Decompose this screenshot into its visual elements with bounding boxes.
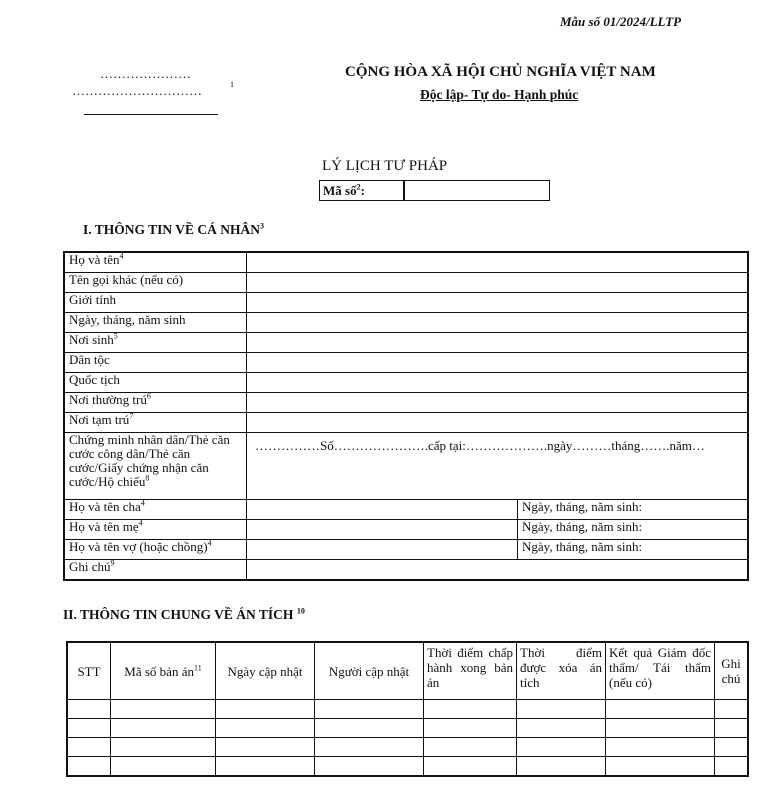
mother-name-value[interactable] (247, 520, 518, 540)
code-field-input[interactable] (405, 181, 549, 200)
agency-placeholder-line1: ………………… (100, 66, 191, 81)
table-row (64, 313, 748, 333)
row-value[interactable] (247, 333, 749, 353)
table-row (64, 433, 748, 500)
col-judgment-code: Mã số bản $án^{11}$ (111, 642, 216, 700)
agency-footnote: 1 (230, 80, 234, 89)
col-note: Ghi chú (715, 642, 749, 700)
personal-info-table (63, 251, 749, 581)
row-value[interactable] (247, 293, 749, 313)
row-label: Họ và tên$^4$ (64, 252, 247, 273)
code-field-label: Mã số$^2$: (320, 181, 405, 200)
col-record-cleared: Thời điểm được xóa án tích (517, 642, 606, 700)
row-label: Quốc tịch (64, 373, 247, 393)
col-update-date: Ngày cập nhật (216, 642, 315, 700)
table-row (67, 700, 748, 719)
code-field (319, 180, 550, 201)
table-row (64, 540, 748, 560)
table-row (64, 273, 748, 293)
table-row (64, 560, 748, 581)
row-value[interactable] (247, 353, 749, 373)
col-sentence-completed: Thời điểm chấp hành xong bản án (424, 642, 517, 700)
national-motto: Độc lập- Tự do- Hạnh phúc (420, 87, 579, 102)
table-header-row (67, 642, 748, 700)
col-review-result: Kết quả Giám đốc thẩm/ Tái thẩm (nếu có) (606, 642, 715, 700)
spouse-dob[interactable]: Ngày, tháng, năm sinh: (518, 540, 749, 560)
table-row (64, 353, 748, 373)
table-row (64, 500, 748, 520)
table-row (67, 757, 748, 777)
father-label: Họ và tên cha$^4$ (64, 500, 247, 520)
table-row (64, 333, 748, 353)
form-code: Mẫu số 01/2024/LLTP (560, 14, 682, 29)
row-value[interactable] (247, 393, 749, 413)
row-label: Tên gọi khác (nếu có) (64, 273, 247, 293)
father-name-value[interactable] (247, 500, 518, 520)
conviction-table (66, 641, 749, 777)
table-row (64, 393, 748, 413)
nation-name: CỘNG HÒA XÃ HỘI CHỦ NGHĨA VIỆT NAM (345, 64, 656, 80)
col-stt: STT (67, 642, 111, 700)
table-row (67, 719, 748, 738)
row-label: Dân tộc (64, 353, 247, 373)
mother-label: Họ và tên mẹ$^4$ (64, 520, 247, 540)
row-label: Nơi tạm trú$^7$ (64, 413, 247, 433)
row-value[interactable] (247, 273, 749, 293)
row-value[interactable] (247, 313, 749, 333)
section2-title: II. THÔNG TIN CHUNG VỀ ÁN TÍCH $^{10}$ (63, 606, 305, 622)
id-document-value[interactable]: ……………Số………………….cấp tại:……………….ngày………tháng…….năm… (247, 433, 749, 500)
id-document-label: Chứng minh nhân dân/Thẻ căn cước công dân/Thẻ căn cước/Giấy chứng nhận căn cước/Hộ chiếu$^8$ (64, 433, 247, 500)
spouse-label: Họ và tên vợ (hoặc chồng)$^4$ (64, 540, 247, 560)
spouse-name-value[interactable] (247, 540, 518, 560)
row-label: Giới tính (64, 293, 247, 313)
agency-placeholder-line2: ………………………… (72, 83, 202, 98)
table-row (67, 738, 748, 757)
document-title: LÝ LỊCH TƯ PHÁP (322, 158, 448, 174)
section1-title: I. THÔNG TIN VỀ CÁ NHÂN$^3$ (83, 221, 265, 237)
row-value[interactable] (247, 413, 749, 433)
table-row (64, 373, 748, 393)
mother-dob[interactable]: Ngày, tháng, năm sinh: (518, 520, 749, 540)
agency-underline (84, 114, 218, 115)
row-label: Nơi $\sinh^5$ (64, 333, 247, 353)
note-label: Ghi chú$^9$ (64, 560, 247, 581)
table-row (64, 413, 748, 433)
row-value[interactable] (247, 373, 749, 393)
note-value[interactable] (247, 560, 749, 581)
row-label: Nơi thường trú$^6$ (64, 393, 247, 413)
table-row (64, 520, 748, 540)
row-value[interactable] (247, 252, 749, 273)
row-label: Ngày, tháng, năm sinh (64, 313, 247, 333)
table-row (64, 252, 748, 273)
col-updater: Người cập nhật (315, 642, 424, 700)
table-row (64, 293, 748, 313)
father-dob[interactable]: Ngày, tháng, năm sinh: (518, 500, 749, 520)
